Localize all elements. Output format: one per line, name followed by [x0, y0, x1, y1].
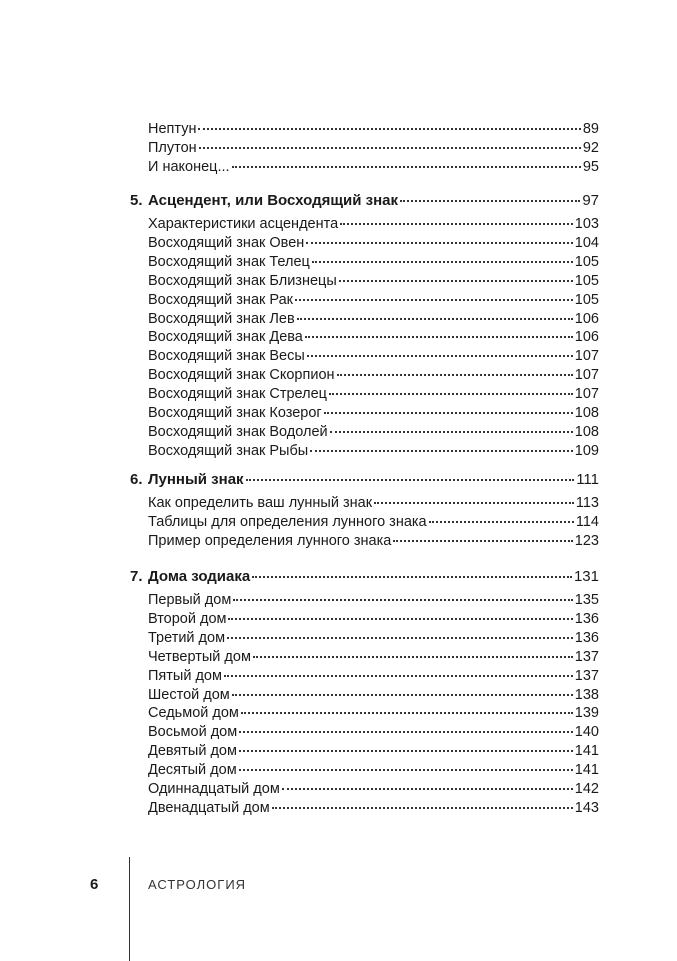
toc-entry-page: 105	[574, 291, 599, 308]
toc-entry-page: 106	[574, 310, 599, 327]
toc-entry-title: Восходящий знак Скорпион	[148, 367, 335, 384]
toc-entry[interactable]	[148, 513, 599, 531]
leader-dots	[199, 147, 581, 149]
leader-dots	[374, 502, 574, 504]
toc-entry[interactable]	[148, 610, 599, 628]
toc-entry-page: 108	[574, 423, 599, 440]
toc-entry[interactable]	[148, 423, 599, 441]
leader-dots	[253, 656, 573, 658]
toc-entry-page: 104	[574, 234, 599, 251]
toc-entry-page: 105	[574, 253, 599, 270]
leader-dots	[282, 788, 573, 790]
toc-entry-title: Восходящий знак Рыбы	[148, 442, 309, 459]
leader-dots	[272, 807, 573, 809]
toc-entry-page: 140	[574, 724, 599, 741]
leader-dots	[393, 540, 573, 542]
toc-entry-title: Четвертый дом	[148, 648, 251, 665]
toc-entry-page: 136	[574, 610, 599, 627]
chapter-number: 7.	[130, 568, 143, 585]
toc-chapter[interactable]	[130, 471, 599, 489]
toc-entry-page: 135	[574, 592, 599, 608]
toc-entry[interactable]	[148, 686, 599, 704]
toc-entry-page: 141	[574, 743, 599, 760]
toc-entry[interactable]	[148, 158, 599, 176]
toc-entry-page: 107	[574, 348, 599, 365]
toc-entry-title: Восходящий знак Телец	[148, 253, 310, 270]
toc-entry-page: 108	[574, 405, 599, 421]
toc-chapter[interactable]	[130, 192, 599, 210]
toc-entry-page: 106	[574, 329, 599, 346]
toc-entry[interactable]	[148, 761, 599, 779]
toc-entry-page: 105	[574, 272, 599, 289]
chapter-page: 131	[573, 568, 599, 585]
toc-entry-page: 107	[574, 367, 599, 384]
toc-entry-page: 92	[582, 140, 599, 156]
toc-entry[interactable]	[148, 404, 599, 422]
toc-entry-page: 113	[575, 495, 599, 511]
leader-dots	[239, 769, 573, 771]
toc-entry[interactable]	[148, 629, 599, 647]
toc-entry-title: Первый дом	[148, 592, 232, 608]
leader-dots	[224, 675, 573, 677]
leader-dots	[324, 412, 573, 414]
toc-entry[interactable]	[148, 272, 599, 290]
toc-entry[interactable]	[148, 328, 599, 346]
toc-entry-title: Восходящий знак Рак	[148, 291, 293, 308]
toc-entry-title: Восходящий знак Весы	[148, 348, 305, 365]
toc-entry-page: 89	[582, 121, 599, 137]
toc-entry[interactable]	[148, 648, 599, 666]
footer-divider	[129, 857, 130, 961]
page-number: 6	[90, 876, 99, 893]
toc-entry[interactable]	[148, 215, 599, 233]
toc-entry-title: Восходящий знак Овен	[148, 234, 305, 251]
chapter-title: Дома зодиака	[148, 568, 251, 585]
toc-entry[interactable]	[148, 385, 599, 403]
leader-dots	[306, 242, 573, 244]
leader-dots	[330, 431, 573, 433]
toc-entry-page: 138	[574, 686, 599, 703]
toc-entry[interactable]	[148, 723, 599, 741]
toc-entry[interactable]	[148, 780, 599, 798]
toc-entry-title: Восходящий знак Близнецы	[148, 272, 337, 289]
toc-entry-title: Характеристики асцендента	[148, 216, 339, 232]
toc-entry-title: Седьмой дом	[148, 705, 239, 722]
chapter-page: 97	[582, 192, 599, 209]
toc-entry-page: 137	[574, 648, 599, 665]
leader-dots	[233, 599, 572, 601]
toc-entry[interactable]	[148, 253, 599, 271]
chapter-title: Асцендент, или Восходящий знак	[148, 192, 398, 209]
toc-entry[interactable]	[148, 120, 599, 138]
toc-entry[interactable]	[148, 366, 599, 384]
toc-entry[interactable]	[148, 667, 599, 685]
toc-chapter[interactable]	[130, 568, 599, 586]
toc-entry[interactable]	[148, 591, 599, 609]
leader-dots	[239, 750, 573, 752]
toc-entry-title: Двенадцатый дом	[148, 799, 270, 816]
toc-entry-title: Как определить ваш лунный знак	[148, 495, 373, 511]
leader-dots	[400, 200, 580, 202]
toc-entry[interactable]	[148, 347, 599, 365]
toc-entry-title: Восходящий знак Дева	[148, 329, 303, 346]
toc-entry-title: Шестой дом	[148, 686, 230, 703]
chapter-page: 111	[576, 471, 599, 488]
toc-entry-title: Пятый дом	[148, 667, 222, 684]
toc-entry[interactable]	[148, 742, 599, 760]
toc-entry[interactable]	[148, 139, 599, 157]
leader-dots	[239, 731, 573, 733]
leader-dots	[312, 261, 573, 263]
toc-entry[interactable]	[148, 234, 599, 252]
leader-dots	[429, 521, 574, 523]
toc-entry[interactable]	[148, 442, 599, 460]
toc-entry-title: Третий дом	[148, 629, 226, 646]
running-title: АСТРОЛОГИЯ	[148, 877, 247, 892]
toc-entry[interactable]	[148, 704, 599, 722]
toc-entry-title: Таблицы для определения лунного знака	[148, 513, 427, 530]
toc-entry-page: 136	[574, 629, 599, 646]
toc-entry-page: 137	[574, 667, 599, 684]
toc-entry-page: 141	[574, 762, 599, 779]
toc-entry-title: И наконец...	[148, 159, 230, 175]
chapter-title: Лунный знак	[148, 471, 244, 488]
leader-dots	[339, 280, 573, 282]
leader-dots	[310, 450, 573, 452]
leader-dots	[228, 618, 572, 620]
leader-dots	[227, 637, 573, 639]
toc-entry-title: Второй дом	[148, 610, 227, 627]
leader-dots	[307, 355, 573, 357]
toc-entry-title: Восходящий знак Водолей	[148, 423, 328, 440]
toc-entry[interactable]	[148, 310, 599, 328]
toc-entry[interactable]	[148, 799, 599, 817]
toc-entry-page: 114	[575, 513, 599, 530]
toc-entry-page: 139	[574, 705, 599, 722]
toc-entry-page: 103	[574, 216, 599, 232]
leader-dots	[340, 223, 573, 225]
leader-dots	[329, 393, 573, 395]
leader-dots	[241, 712, 573, 714]
toc-entry-title: Восходящий знак Стрелец	[148, 386, 327, 403]
toc-entry-title: Восьмой дом	[148, 724, 238, 741]
leader-dots	[295, 299, 573, 301]
toc-entry-title: Нептун	[148, 121, 197, 137]
toc-entry-title: Пример определения лунного знака	[148, 532, 392, 549]
toc-entry-page: 95	[582, 159, 599, 175]
toc-entry-title: Одиннадцатый дом	[148, 781, 280, 797]
leader-dots	[246, 479, 575, 481]
toc-entry-title: Восходящий знак Лев	[148, 310, 295, 327]
toc-entry-page: 107	[574, 386, 599, 403]
leader-dots	[232, 694, 573, 696]
toc-entry[interactable]	[148, 532, 599, 550]
leader-dots	[232, 166, 581, 168]
toc-entry-page: 142	[574, 781, 599, 797]
toc-entry[interactable]	[148, 494, 599, 512]
toc-entry-page: 143	[574, 799, 599, 816]
chapter-number: 6.	[130, 471, 143, 488]
toc-entry-title: Плутон	[148, 140, 197, 156]
leader-dots	[252, 576, 572, 578]
toc-entry-title: Десятый дом	[148, 762, 237, 779]
chapter-number: 5.	[130, 192, 143, 209]
toc-entry-title: Девятый дом	[148, 743, 237, 760]
leader-dots	[297, 318, 573, 320]
toc-entry-title: Восходящий знак Козерог	[148, 405, 322, 421]
leader-dots	[305, 336, 573, 338]
toc-entry[interactable]	[148, 291, 599, 309]
leader-dots	[337, 374, 573, 376]
leader-dots	[198, 128, 580, 130]
toc-entry-page: 109	[574, 442, 599, 459]
toc-entry-page: 123	[574, 532, 599, 549]
